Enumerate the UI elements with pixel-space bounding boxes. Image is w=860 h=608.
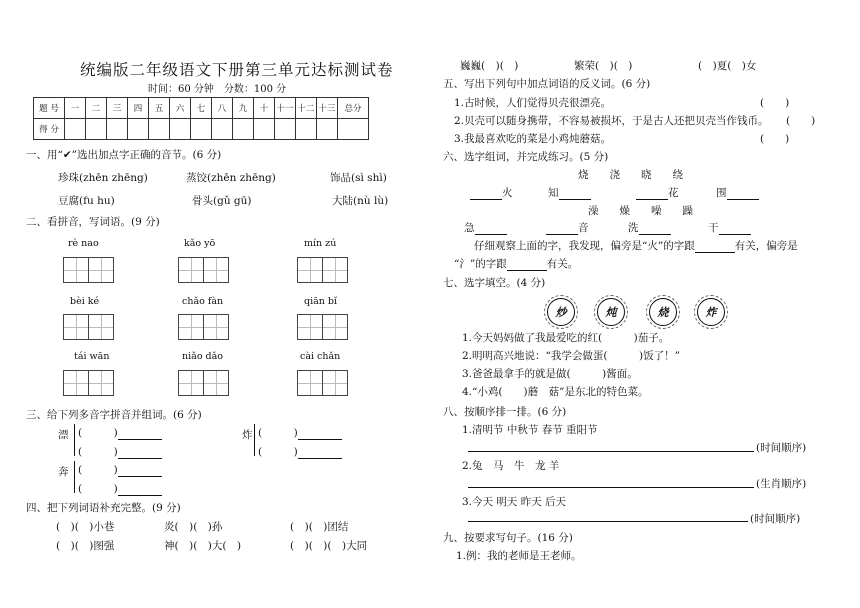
writing-grid[interactable] xyxy=(297,257,348,283)
pinyin-blank[interactable]: ( ) xyxy=(78,444,162,459)
idiom-blank[interactable]: 巍巍( )( ) xyxy=(460,60,519,72)
score-cell: 七 xyxy=(191,98,212,119)
answer-line[interactable] xyxy=(468,451,754,452)
q3-heading: 三、给下列多音字拼音并组词。(6 分) xyxy=(26,409,202,421)
score-input-cell[interactable] xyxy=(254,119,275,140)
char-options: 澡 燥 噪 躁 xyxy=(588,205,693,217)
option-circle: 炸 xyxy=(697,298,725,326)
score-input-cell[interactable] xyxy=(107,119,128,140)
score-table-score-row xyxy=(34,119,369,140)
brace xyxy=(74,461,75,493)
score-input-cell[interactable] xyxy=(191,119,212,140)
pinyin-label: niǎo dǎo xyxy=(182,351,224,362)
idiom-blank[interactable]: ( )( )( )大同 xyxy=(290,540,368,552)
writing-grid[interactable] xyxy=(178,257,229,283)
score-input-cell[interactable] xyxy=(233,119,254,140)
q5-item: 1.古时候，人们觉得贝壳很漂亮。 xyxy=(454,97,612,109)
idiom-blank[interactable]: 繁荣( )( ) xyxy=(574,60,633,72)
pinyin-label: mín zú xyxy=(304,238,337,249)
score-cell: 一 xyxy=(65,98,86,119)
word-blank[interactable]: 洗 xyxy=(628,220,671,235)
q1-heading: 一、用“✔”选出加点字正确的音节。(6 分) xyxy=(26,149,222,161)
score-cell: 八 xyxy=(212,98,233,119)
q5-item: 2.贝壳可以随身携带，不容易被损坏，于是古人还把贝壳当作钱币。 xyxy=(454,115,769,127)
idiom-blank[interactable]: 炎( )( )孙 xyxy=(164,521,223,533)
score-input-cell[interactable] xyxy=(338,119,369,140)
pinyin-blank[interactable]: ( ) xyxy=(258,444,342,459)
q6-note: “氵”的字跟 有关。 xyxy=(454,258,579,270)
q8-item: 1.清明节 中秋节 春节 重阳节 xyxy=(462,424,598,436)
word-blank[interactable]: 干 xyxy=(708,220,751,235)
pinyin-label: tái wān xyxy=(74,351,110,362)
score-cell: 十一 xyxy=(275,98,296,119)
q6-heading: 六、选字组词，并完成练习。(5 分) xyxy=(443,151,609,163)
brace xyxy=(74,424,75,456)
pinyin-label: kǎo yō xyxy=(184,238,216,249)
q7-item[interactable]: 2.明明高兴地说：“我学会做蛋( )饭了！” xyxy=(462,350,680,362)
pinyin-blank[interactable]: ( ) xyxy=(78,462,162,477)
score-cell: 二 xyxy=(86,98,107,119)
q1-item[interactable]: 豆腐(fu hu) xyxy=(58,195,115,207)
score-cell: 四 xyxy=(128,98,149,119)
score-input-cell[interactable] xyxy=(170,119,191,140)
idiom-blank[interactable]: ( )( )图强 xyxy=(56,540,115,552)
score-input-cell[interactable] xyxy=(65,119,86,140)
writing-grid[interactable] xyxy=(178,370,229,396)
score-input-cell[interactable] xyxy=(128,119,149,140)
antonym-blank[interactable]: ( ) xyxy=(786,115,816,127)
order-label: (时间顺序) xyxy=(756,442,807,454)
score-input-cell[interactable] xyxy=(296,119,317,140)
word-blank[interactable]: 急 xyxy=(464,220,507,235)
answer-line[interactable] xyxy=(468,487,754,488)
score-cell: 十三 xyxy=(317,98,338,119)
writing-grid[interactable] xyxy=(297,314,348,340)
option-circle: 炒 xyxy=(547,298,575,326)
q1-item[interactable]: 珍珠(zhēn zhēng) xyxy=(58,172,148,184)
word-blank[interactable]: 知 xyxy=(548,185,591,200)
option-circle: 烧 xyxy=(649,298,677,326)
idiom-blank[interactable]: ( )( )小巷 xyxy=(56,521,115,533)
polyphone-char: 炸 xyxy=(242,429,253,441)
pinyin-label: bèi ké xyxy=(70,296,100,307)
word-blank[interactable]: 围 xyxy=(716,185,759,200)
page-title: 统编版二年级语文下册第三单元达标测试卷 xyxy=(80,61,394,79)
polyphone-char: 奔 xyxy=(58,466,69,478)
q1-item[interactable]: 蒸饺(zhēn zhēng) xyxy=(186,172,276,184)
writing-grid[interactable] xyxy=(63,370,114,396)
pinyin-label: chǎo fàn xyxy=(182,296,224,307)
score-cell: 六 xyxy=(170,98,191,119)
exam-subtitle: 时间：60 分钟 分数：100 分 xyxy=(148,84,287,95)
q7-heading: 七、选字填空。(4 分) xyxy=(443,277,546,289)
score-input-cell[interactable] xyxy=(86,119,107,140)
writing-grid[interactable] xyxy=(178,314,229,340)
antonym-blank[interactable]: ( ) xyxy=(760,133,790,145)
score-input-cell[interactable] xyxy=(212,119,233,140)
q8-item: 3.今天 明天 昨天 后天 xyxy=(462,496,567,508)
option-circle: 炖 xyxy=(597,298,625,326)
q5-heading: 五、写出下列句中加点词语的反义词。(6 分) xyxy=(443,78,651,90)
antonym-blank[interactable]: ( ) xyxy=(760,97,790,109)
word-blank[interactable]: 火 xyxy=(470,185,513,200)
q2-heading: 二、看拼音，写词语。(9 分) xyxy=(26,216,160,228)
char-options: 烧 浇 晓 绕 xyxy=(578,169,683,181)
order-label: (时间顺序) xyxy=(750,513,801,525)
q6-note: 仔细观察上面的字，我发现，偏旁是“火”的字跟 有关，偏旁是 xyxy=(474,240,798,252)
brace xyxy=(254,424,255,456)
polyphone-char: 漂 xyxy=(58,429,69,441)
pinyin-blank[interactable]: ( ) xyxy=(78,481,162,496)
score-cell: 九 xyxy=(233,98,254,119)
pinyin-label: rè nao xyxy=(68,238,99,249)
answer-line[interactable] xyxy=(468,521,748,522)
q7-item[interactable]: 3.爸爸最拿手的就是做( )酱面。 xyxy=(462,368,638,380)
note-blank[interactable] xyxy=(695,241,735,253)
score-input-cell[interactable] xyxy=(149,119,170,140)
q8-heading: 八、按顺序排一排。(6 分) xyxy=(443,406,567,418)
score-input-cell[interactable] xyxy=(275,119,296,140)
pinyin-label: qiān bǐ xyxy=(304,296,338,307)
score-table-header-row xyxy=(34,98,369,119)
q7-item[interactable]: 1.今天妈妈做了我最爱吃的红( )茄子。 xyxy=(462,332,670,344)
q4-heading: 四、把下列词语补充完整。(9 分) xyxy=(26,502,181,514)
pinyin-blank[interactable]: ( ) xyxy=(258,425,342,440)
q8-item: 2.兔 马 牛 龙 羊 xyxy=(462,460,560,472)
q1-item[interactable]: 大陆(nù lù) xyxy=(332,195,389,207)
score-cell: 题 号 xyxy=(34,98,65,119)
score-table xyxy=(33,97,369,140)
order-label: (生肖顺序) xyxy=(756,478,807,490)
pinyin-blank[interactable]: ( ) xyxy=(78,425,162,440)
q5-item: 3.我最喜欢吃的菜是小鸡炖蘑菇。 xyxy=(454,133,612,145)
score-cell: 十 xyxy=(254,98,275,119)
word-blank[interactable]: 音 xyxy=(546,220,589,235)
q7-item[interactable]: 4.“小鸡( )蘑 菇”是东北的特色菜。 xyxy=(462,386,649,398)
idiom-blank[interactable]: ( )夏( )女 xyxy=(698,60,757,72)
score-input-cell[interactable] xyxy=(317,119,338,140)
q9-heading: 九、按要求写句子。(16 分) xyxy=(443,532,573,544)
word-blank[interactable]: 花 xyxy=(636,185,679,200)
idiom-blank[interactable]: ( )( )团结 xyxy=(290,521,349,533)
writing-grid[interactable] xyxy=(297,370,348,396)
score-cell: 三 xyxy=(107,98,128,119)
q9-item: 1.例：我的老师是王老师。 xyxy=(456,550,582,562)
idiom-blank[interactable]: 神( )( )大( ) xyxy=(164,540,242,552)
pinyin-label: cài chǎn xyxy=(300,351,341,362)
writing-grid[interactable] xyxy=(63,257,114,283)
score-cell: 十二 xyxy=(296,98,317,119)
score-cell: 五 xyxy=(149,98,170,119)
q1-item[interactable]: 骨头(gǔ gū) xyxy=(192,195,252,207)
writing-grid[interactable] xyxy=(63,314,114,340)
score-cell: 得 分 xyxy=(34,119,65,140)
score-cell: 总分 xyxy=(338,98,369,119)
note-blank[interactable] xyxy=(507,259,547,271)
q1-item[interactable]: 饰品(sì shì) xyxy=(330,172,387,184)
